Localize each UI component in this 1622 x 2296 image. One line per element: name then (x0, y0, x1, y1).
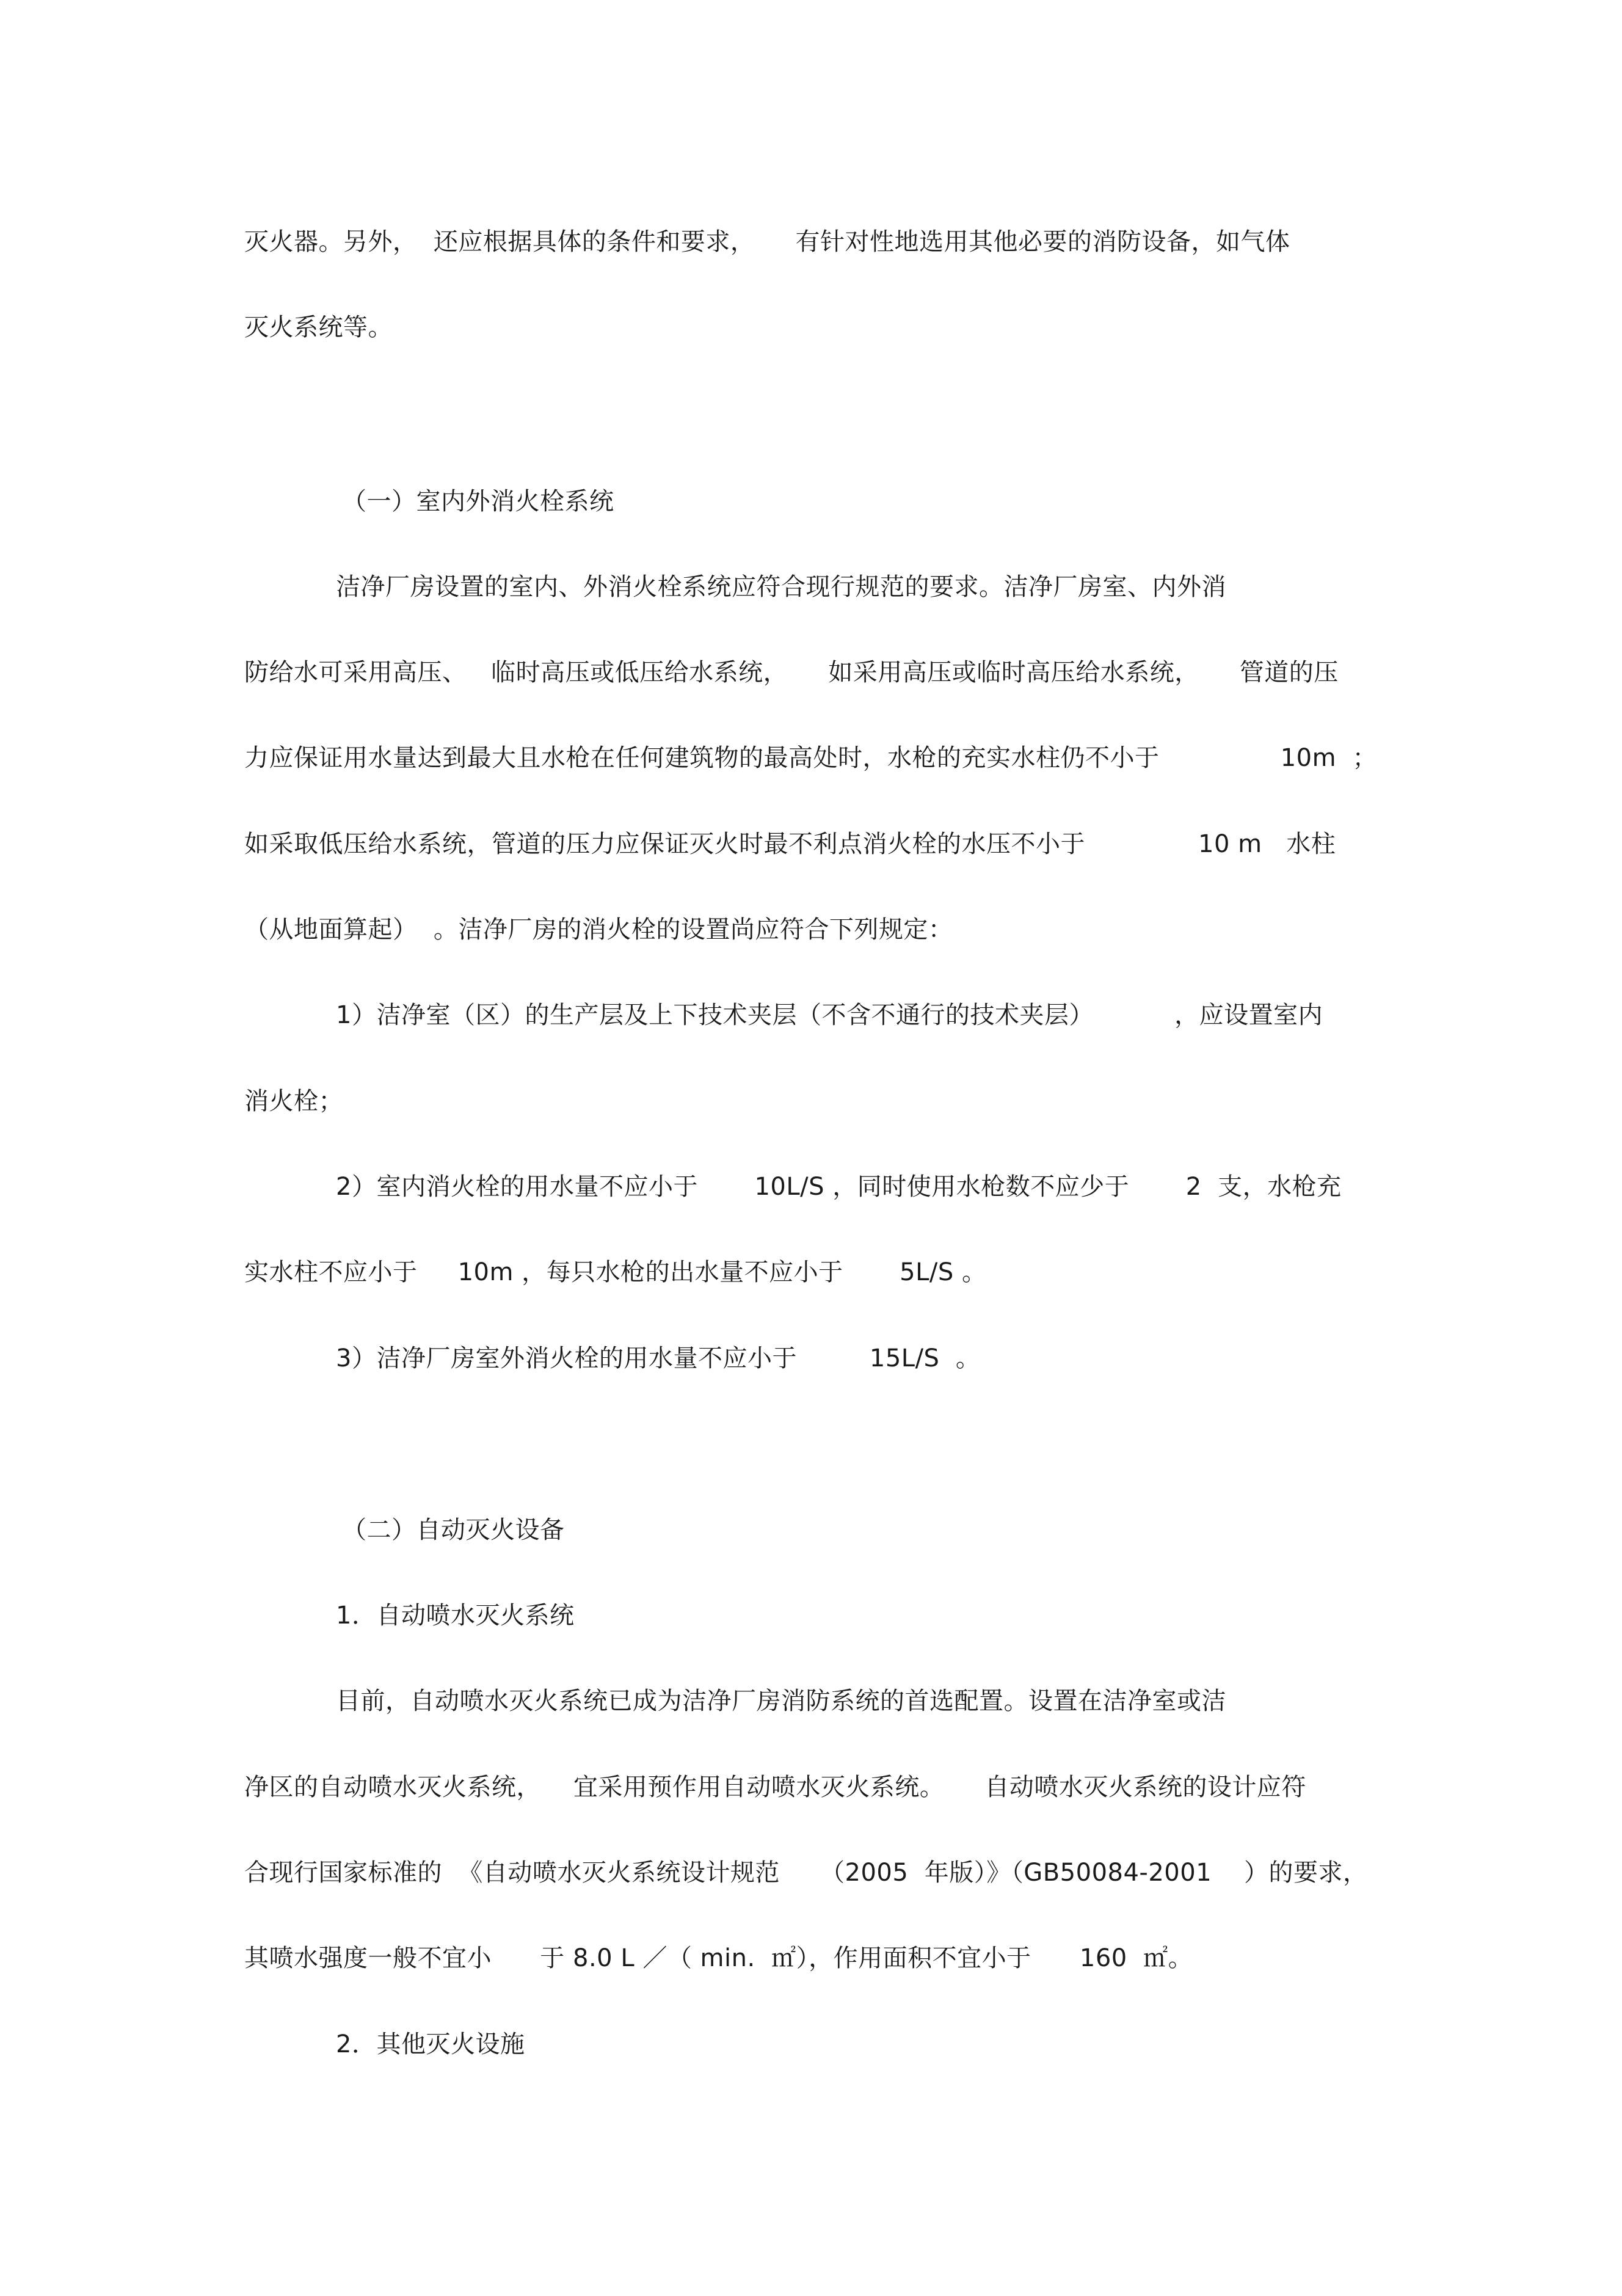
paragraph-line: 防给水可采用高压、 临时高压或低压给水系统， 如采用高压或临时高压给水系统， 管道的压 (244, 658, 1339, 687)
paragraph-line: 洁净厂房设置的室内、外消火栓系统应符合现行规范的要求。洁净厂房室、内外消 (336, 573, 1226, 601)
paragraph-line: 力应保证用水量达到最大且水枪在任何建筑物的最高处时，水枪的充实水柱仍不小于 10m ； (244, 744, 1378, 772)
paragraph-line: 净区的自动喷水灭火系统， 宜采用预作用自动喷水灭火系统。 自动喷水灭火系统的设计应符 (244, 1773, 1306, 1801)
subsection-heading-other-facilities: 2．其他灭火设施 (336, 2030, 525, 2058)
paragraph-line: 其喷水强度一般不宜小 于 8.0 L ／（ min. ㎡），作用面积不宜小于 160 ㎡。 (244, 1944, 1193, 1972)
rule-item-2-cont: 实水柱不应小于 10m ，每只水枪的出水量不应小于 5L/S 。 (244, 1258, 987, 1286)
paragraph-line: 目前，自动喷水灭火系统已成为洁净厂房消防系统的首选配置。设置在洁净室或洁 (336, 1687, 1226, 1715)
section-heading-auto-extinguishing: （二）自动灭火设备 (342, 1516, 565, 1544)
rule-item-1-cont: 消火栓； (244, 1087, 343, 1115)
paragraph-line: 合现行国家标准的 《自动喷水灭火系统设计规范 （2005 年版）》（GB50084-2001 ）的要求， (244, 1859, 1368, 1887)
paragraph-line: 灭火系统等。 (244, 313, 393, 341)
rule-item-1: 1）洁净室（区）的生产层及上下技术夹层（不含不通行的技术夹层） ，应设置室内 (336, 1001, 1323, 1029)
rule-item-3: 3）洁净厂房室外消火栓的用水量不应小于 15L/S 。 (336, 1344, 981, 1372)
section-heading-indoor-outdoor-hydrant: （一）室内外消火栓系统 (342, 487, 614, 516)
subsection-heading-sprinkler: 1．自动喷水灭火系统 (336, 1602, 575, 1630)
paragraph-line: 如采取低压给水系统，管道的压力应保证灭火时最不利点消火栓的水压不小于 10 m 水柱 (244, 830, 1336, 858)
paragraph-line: （从地面算起） 。洁净厂房的消火栓的设置尚应符合下列规定： (244, 916, 953, 944)
rule-item-2: 2）室内消火栓的用水量不应小于 10L/S ，同时使用水枪数不应少于 2 支，水枪充 (336, 1173, 1342, 1201)
paragraph-line: 灭火器。另外， 还应根据具体的条件和要求， 有针对性地选用其他必要的消防设备，如气体 (244, 228, 1290, 256)
